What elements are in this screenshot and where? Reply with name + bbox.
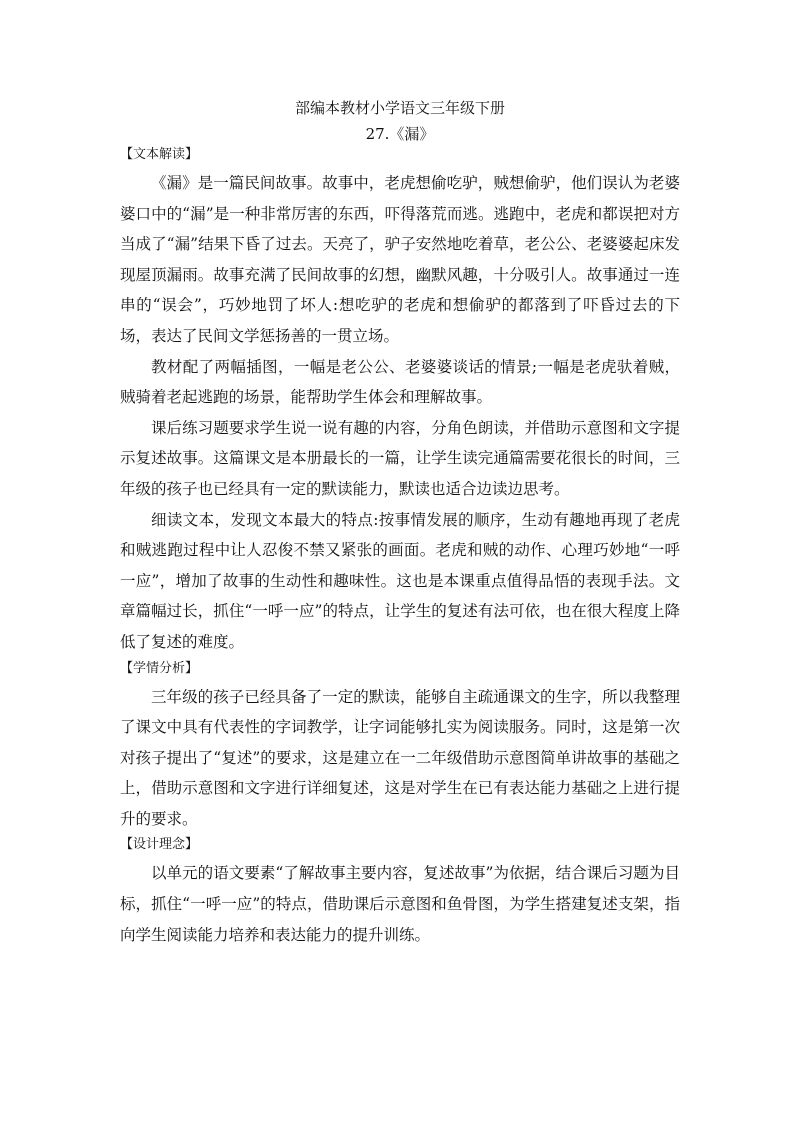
paragraph: 课后练习题要求学生说一说有趣的内容，分角色朗读，并借助示意图和文字提示复述故事。这篇课文是本册最长的一篇，让学生读完通篇需要花很长的时间，三年级的孩子也已经具有一定的默读能力，默读也适合边读边思考。 [120, 418, 680, 498]
paragraph: 细读文本，发现文本最大的特点:按事情发展的顺序，生动有趣地再现了老虎和贼逃跑过程中让人忍俊不禁又紧张的画面。老虎和贼的动作、心理巧妙地“一呼一应”，增加了故事的生动性和趣味性。这也是本课重点值得品悟的表现手法。文章篇幅过长，抓住“一呼一应”的特点，让学生的复述有法可依，也在很大程度上降低了复述的难度。 [120, 510, 680, 651]
section-learner-analysis [120, 660, 680, 835]
document-page [120, 98, 680, 952]
document-title: 部编本教材小学语文三年级下册 [294, 99, 505, 117]
paragraph: 三年级的孩子已经具备了一定的默读，能够自主疏通课文的生字，所以我整理了课文中具有代表性的字词教学，让字词能够扎实为阅读服务。同时，这是第一次对孩子提出了“复述”的要求，这是建立在一二年级借助示意图简单讲故事的基础之上，借助示意图和文字进行详细复述，这是对学生在已有表达能力基础之上进行提升的要求。 [120, 687, 680, 828]
paragraph: 以单元的语文要素“了解故事主要内容，复述故事”为依据，结合课后习题为目标，抓住“一呼一应”的特点，借助课后示意图和鱼骨图，为学生搭建复述支架，指向学生阅读能力培养和表达能力的提升训练。 [120, 864, 680, 944]
lesson-title: 27.《漏》 [365, 125, 435, 143]
section-design-concept [120, 836, 680, 950]
paragraph: 《漏》是一篇民间故事。故事中，老虎想偷吃驴，贼想偷驴，他们误认为老婆婆口中的“漏”是一种非常厉害的东西，吓得落荒而逃。逃跑中，老虎和都误把对方当成了“漏”结果下昏了过去。天亮了，驴子安然地吃着草，老公公、老婆婆起床发现屋顶漏雨。故事充满了民间故事的幻想，幽默风趣，十分吸引人。故事通过一连串的“误会”，巧妙地罚了坏人:想吃驴的老虎和想偷驴的都落到了吓昏过去的下场，表达了民间文学惩扬善的一贯立场。 [120, 174, 680, 345]
section-text-interpretation [120, 146, 680, 658]
section-heading: 【学情分析】 [120, 660, 199, 676]
section-heading: 【设计理念】 [120, 837, 199, 853]
paragraph: 教材配了两幅插图，一幅是老公公、老婆婆谈话的情景;一幅是老虎驮着贼，贼骑着老起逃跑的场景，能帮助学生体会和理解故事。 [120, 357, 680, 407]
section-heading: 【文本解读】 [120, 147, 199, 162]
